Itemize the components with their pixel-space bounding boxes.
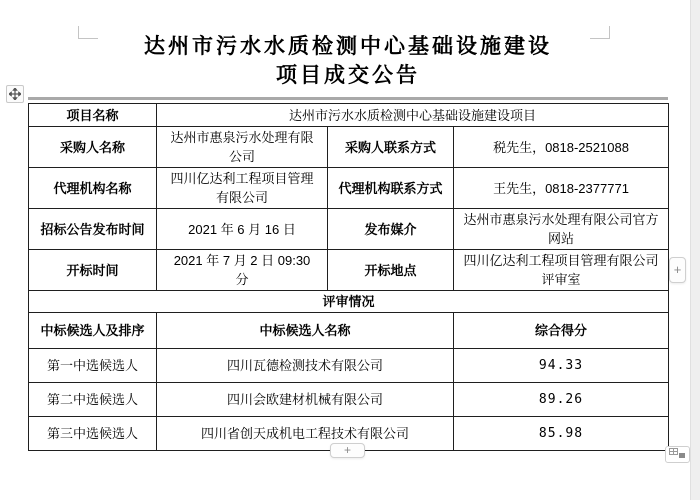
table-tools-icon bbox=[669, 446, 686, 464]
table-row bbox=[29, 209, 669, 250]
cell-candidate-rank-header[interactable]: 中标候选人及排序 bbox=[29, 313, 157, 349]
canvas-right-gutter bbox=[690, 0, 700, 500]
table-row bbox=[29, 127, 669, 168]
announcement-table bbox=[28, 103, 669, 451]
cell-purchaser-contact-label[interactable]: 采购人联系方式 bbox=[328, 127, 454, 168]
margin-corner-mark-right bbox=[590, 26, 610, 39]
document-title-line2[interactable]: 项目成交公告 bbox=[276, 64, 420, 87]
cell-candidate-1-score[interactable]: 94.33 bbox=[454, 349, 669, 383]
add-row-button[interactable]: + bbox=[330, 443, 365, 458]
cell-candidate-1-name[interactable]: 四川瓦德检测技术有限公司 bbox=[157, 349, 454, 383]
table-row bbox=[29, 349, 669, 383]
document-title-line1[interactable]: 达州市污水水质检测中心基础设施建设 bbox=[144, 35, 552, 58]
cell-review-section-header[interactable]: 评审情况 bbox=[29, 291, 669, 313]
table-move-handle[interactable] bbox=[6, 85, 24, 103]
cell-agency-value[interactable]: 四川亿达利工程项目管理有限公司 bbox=[157, 168, 328, 209]
cell-candidate-3-name[interactable]: 四川省创天成机电工程技术有限公司 bbox=[157, 417, 454, 451]
table-row bbox=[29, 383, 669, 417]
cell-project-name-value[interactable]: 达州市污水水质检测中心基础设施建设项目 bbox=[157, 104, 669, 127]
table-top-rule bbox=[28, 97, 668, 100]
cell-candidate-3-rank[interactable]: 第三中选候选人 bbox=[29, 417, 157, 451]
cell-open-time-label[interactable]: 开标时间 bbox=[29, 250, 157, 291]
cell-purchaser-contact-value[interactable]: 税先生，0818-2521088 bbox=[454, 127, 669, 168]
cell-purchaser-label[interactable]: 采购人名称 bbox=[29, 127, 157, 168]
cell-candidate-2-name[interactable]: 四川会欧建材机械有限公司 bbox=[157, 383, 454, 417]
table-row bbox=[29, 250, 669, 291]
table-row bbox=[29, 313, 669, 349]
cell-agency-contact-value[interactable]: 王先生，0818-2377771 bbox=[454, 168, 669, 209]
cell-candidate-3-score[interactable]: 85.98 bbox=[454, 417, 669, 451]
cell-media-value[interactable]: 达州市惠泉污水处理有限公司官方网站 bbox=[454, 209, 669, 250]
cell-open-time-value[interactable]: 2021 年 7 月 2 日 09:30 分 bbox=[157, 250, 328, 291]
cell-publish-time-value[interactable]: 2021 年 6 月 16 日 bbox=[157, 209, 328, 250]
document-title[interactable] bbox=[28, 32, 668, 90]
cell-agency-contact-label[interactable]: 代理机构联系方式 bbox=[328, 168, 454, 209]
cell-agency-label[interactable]: 代理机构名称 bbox=[29, 168, 157, 209]
table-row bbox=[29, 168, 669, 209]
cell-purchaser-value[interactable]: 达州市惠泉污水处理有限公司 bbox=[157, 127, 328, 168]
cell-candidate-2-rank[interactable]: 第二中选候选人 bbox=[29, 383, 157, 417]
cell-open-place-label[interactable]: 开标地点 bbox=[328, 250, 454, 291]
cell-media-label[interactable]: 发布媒介 bbox=[328, 209, 454, 250]
cell-score-header[interactable]: 综合得分 bbox=[454, 313, 669, 349]
cell-open-place-value[interactable]: 四川亿达利工程项目管理有限公司评审室 bbox=[454, 250, 669, 291]
cell-publish-time-label[interactable]: 招标公告发布时间 bbox=[29, 209, 157, 250]
cell-candidate-2-score[interactable]: 89.26 bbox=[454, 383, 669, 417]
cell-candidate-name-header[interactable]: 中标候选人名称 bbox=[157, 313, 454, 349]
table-quick-actions-button[interactable] bbox=[665, 446, 690, 463]
add-column-button[interactable]: + bbox=[669, 257, 686, 283]
cell-project-name-label[interactable]: 项目名称 bbox=[29, 104, 157, 127]
move-icon bbox=[9, 88, 21, 100]
margin-corner-mark-left bbox=[78, 26, 98, 39]
table-row bbox=[29, 104, 669, 127]
cell-candidate-1-rank[interactable]: 第一中选候选人 bbox=[29, 349, 157, 383]
table-row bbox=[29, 291, 669, 313]
